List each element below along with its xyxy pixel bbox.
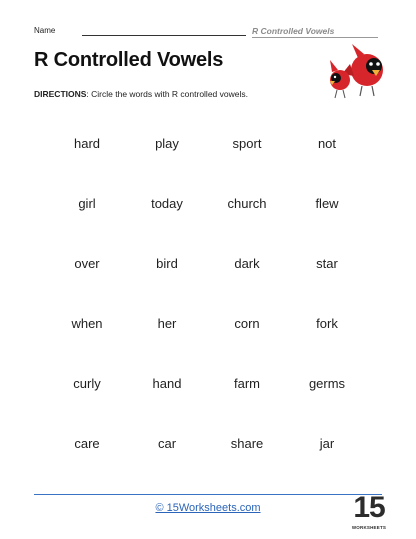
header-subject: R Controlled Vowels (252, 26, 335, 36)
name-line[interactable] (82, 35, 246, 36)
header-rule (252, 37, 378, 38)
cardinal-small (330, 60, 350, 98)
word-item[interactable]: jar (319, 436, 335, 451)
word-item[interactable]: fork (316, 316, 338, 331)
logo-number: 15 (353, 491, 385, 524)
worksheets-logo (350, 492, 388, 536)
directions (34, 89, 248, 99)
name-row (34, 26, 384, 40)
cardinal-birds-icon (322, 40, 392, 102)
word-item[interactable]: flew (315, 196, 339, 211)
word-item[interactable]: curly (73, 376, 101, 391)
word-item[interactable]: girl (78, 196, 96, 211)
word-item[interactable]: when (71, 316, 103, 331)
directions-text: : Circle the words with R controlled vowels. (86, 89, 248, 99)
word-item[interactable]: sport (232, 136, 262, 151)
name-label: Name (34, 26, 56, 35)
word-item[interactable]: today (151, 196, 183, 211)
word-grid (47, 136, 367, 456)
page-title: R Controlled Vowels (34, 49, 224, 71)
footer-rule (34, 494, 382, 495)
word-item[interactable]: care (74, 436, 100, 451)
word-item[interactable]: dark (234, 256, 260, 271)
word-item[interactable]: her (157, 316, 177, 331)
word-item[interactable]: bird (156, 256, 178, 271)
word-item[interactable]: germs (308, 376, 346, 391)
cardinal-large (342, 44, 383, 96)
word-item[interactable]: farm (234, 376, 260, 391)
directions-label: DIRECTIONS (34, 89, 87, 99)
footer-link[interactable]: © 15Worksheets.com (155, 502, 261, 514)
word-item[interactable]: hard (73, 136, 101, 151)
word-item[interactable]: hand (152, 376, 182, 391)
word-item[interactable]: play (155, 136, 179, 151)
word-item[interactable]: over (74, 256, 100, 271)
word-item[interactable]: share (230, 436, 264, 451)
word-item[interactable]: corn (234, 316, 260, 331)
word-item[interactable]: car (157, 436, 177, 451)
word-item[interactable]: not (317, 136, 337, 151)
logo-text: WORKSHEETS (351, 525, 387, 530)
word-item[interactable]: star (316, 256, 338, 271)
word-item[interactable]: church (227, 196, 267, 211)
